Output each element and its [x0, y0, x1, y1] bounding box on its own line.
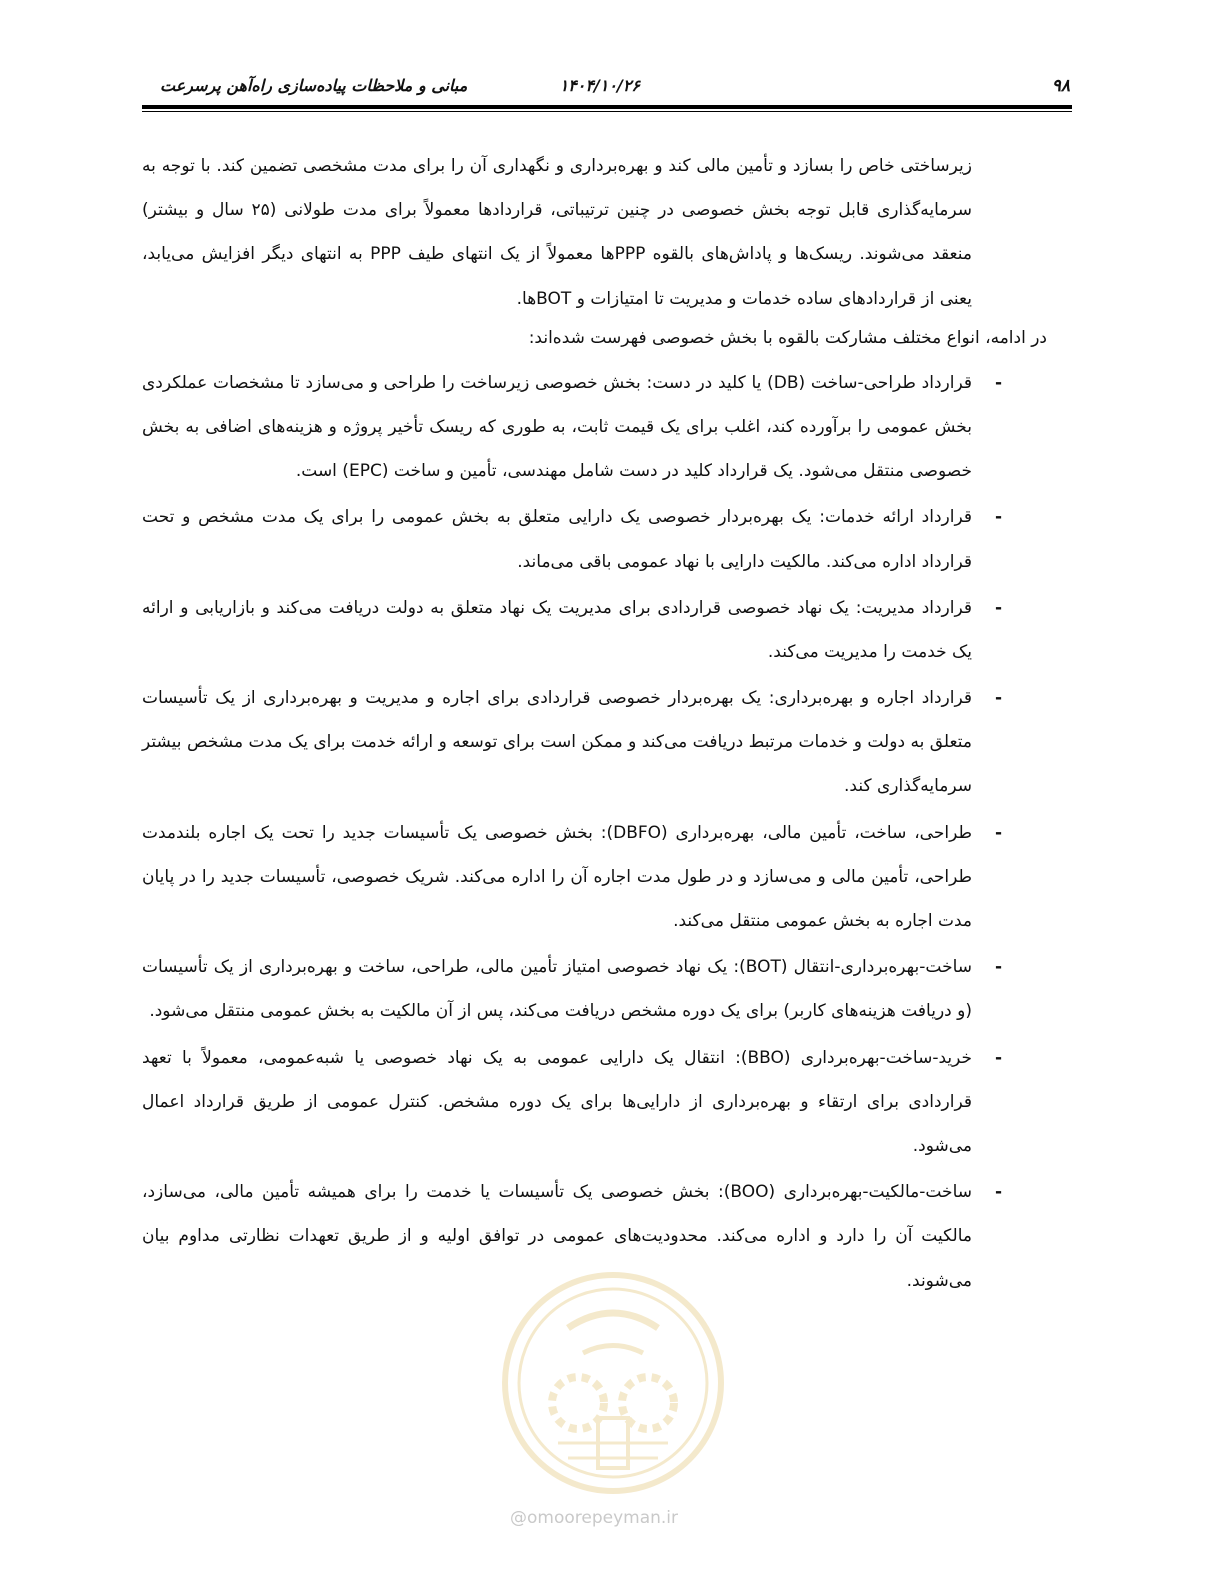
- list-item-text: ساخت-بهره‌برداری-انتقال (BOT): یک نهاد خصوصی امتیاز تأمین مالی، طراحی، ساخت و بهره‌برداری از یک تأسیسات (و دریافت هزینه‌های کاربر) برای یک دوره مشخص دریافت می‌کند، پس از آن مالکیت به بخش عمومی منتقل می‌شود.: [142, 957, 973, 1022]
- list-item: [142, 811, 1002, 944]
- page-header: [150, 74, 1070, 104]
- page-body: [142, 144, 1047, 1305]
- bullet-dash: -: [994, 1182, 1002, 1203]
- bullet-dash: -: [994, 957, 1002, 978]
- header-rule-thick: [142, 105, 1072, 109]
- bullet-dash: -: [994, 1047, 1002, 1068]
- list-lead: در ادامه، انواع مختلف مشارکت بالقوه با بخش خصوصی فهرست شده‌اند:: [528, 327, 1047, 348]
- list-item-text: ساخت-مالکیت-بهره‌برداری (BOO): بخش خصوصی یک تأسیسات یا خدمت را برای همیشه تأمین مالی، می‌سازد، مالکیت آن را دارد و اداره می‌کند. محدودیت‌های عمومی در توافق اولیه و از طریق تعهدات نظارتی مداوم بیان می‌شوند.: [142, 1182, 972, 1291]
- bullet-dash: -: [994, 507, 1002, 528]
- list-item: [142, 1036, 1002, 1169]
- list-item-text: قرارداد مدیریت: یک نهاد خصوصی قراردادی برای مدیریت یک نهاد متعلق به دولت دریافت می‌کند و بازاریابی و ارائه یک خدمت را مدیریت می‌کند.: [142, 597, 972, 662]
- list-item-text: خرید-ساخت-بهره‌برداری (BBO): انتقال یک دارایی عمومی به یک نهاد خصوصی یا شبه‌عمومی، معمولاً با تعهد قراردادی برای ارتقاء و بهره‌برداری از دارایی‌ها برای یک دوره مشخص. کنترل عمومی از طریق قرارداد اعمال می‌شود.: [142, 1047, 972, 1156]
- intro-paragraph: زیرساختی خاص را بسازد و تأمین مالی کند و بهره‌برداری و نگهداری آن را برای مدت مشخصی تضمین کند. با توجه به سرمایه‌گذاری قابل توجه بخش خصوصی در چنین ترتیباتی، قراردادها معمولاً برای مدت طولانی (۲۵ سال و بیشتر) منعقد می‌شوند. ریسک‌ها و پاداش‌های بالقوه PPPها معمولاً از یک انتهای طیف PPP به انتهای دیگر افزایش می‌یابد، یعنی از قراردادهای ساده خدمات و مدیریت تا امتیازات و BOTها.: [142, 156, 972, 309]
- list-item-text: قرارداد ارائه خدمات: یک بهره‌بردار خصوصی یک دارایی متعلق به بخش عمومی را برای یک مدت مشخص و تحت قرارداد اداره می‌کند. مالکیت دارایی با نهاد عمومی باقی می‌ماند.: [142, 507, 972, 572]
- header-rule-thin: [142, 111, 1072, 112]
- contract-types-list: [142, 361, 1002, 1303]
- list-item: [142, 1170, 1002, 1303]
- bullet-dash: -: [994, 597, 1002, 618]
- list-item: [142, 586, 1002, 674]
- list-item-text: قرارداد اجاره و بهره‌برداری: یک بهره‌بردار خصوصی قراردادی برای اجاره و مدیریت و بهره‌برداری از یک تأسیسات متعلق به دولت و خدمات مرتبط دریافت می‌کند و ممکن است برای توسعه و ارائه خدمت برای یک مدت مشخص بیشتر سرمایه‌گذاری کند.: [142, 688, 972, 797]
- watermark-url: @omoorepeyman.ir: [510, 1508, 679, 1528]
- list-item-text: طراحی، ساخت، تأمین مالی، بهره‌برداری (DBFO): بخش خصوصی یک تأسیسات جدید را تحت یک اجاره بلندمدت طراحی، تأمین مالی و می‌سازد و در طول مدت اجاره آن را اداره می‌کند. شریک خصوصی، تأسیسات جدید را در پایان مدت اجاره به بخش عمومی منتقل می‌کند.: [142, 822, 972, 931]
- bullet-dash: -: [994, 372, 1002, 393]
- bullet-dash: -: [994, 822, 1002, 843]
- list-item: [142, 361, 1002, 494]
- list-item: [142, 676, 1002, 809]
- header-date: ۱۴۰۴/۱۰/۲۶: [559, 76, 640, 95]
- header-title: مبانی و ملاحظات پیاده‌سازی راه‌آهن پرسرعت: [160, 76, 468, 95]
- bullet-dash: -: [994, 688, 1002, 709]
- list-item-text: قرارداد طراحی-ساخت (DB) یا کلید در دست: بخش خصوصی زیرساخت را طراحی و می‌سازد تا مشخصات عملکردی بخش عمومی را برآورده کند، اغلب برای یک قیمت ثابت، به طوری که ریسک تأخیر پروژه و هزینه‌های اضافی به بخش خصوصی منتقل می‌شود. یک قرارداد کلید در دست شامل مهندسی، تأمین و ساخت (EPC) است.: [142, 372, 972, 482]
- list-item: [142, 945, 1002, 1033]
- page-number: ۹۸: [1051, 76, 1070, 96]
- list-item: [142, 495, 1002, 583]
